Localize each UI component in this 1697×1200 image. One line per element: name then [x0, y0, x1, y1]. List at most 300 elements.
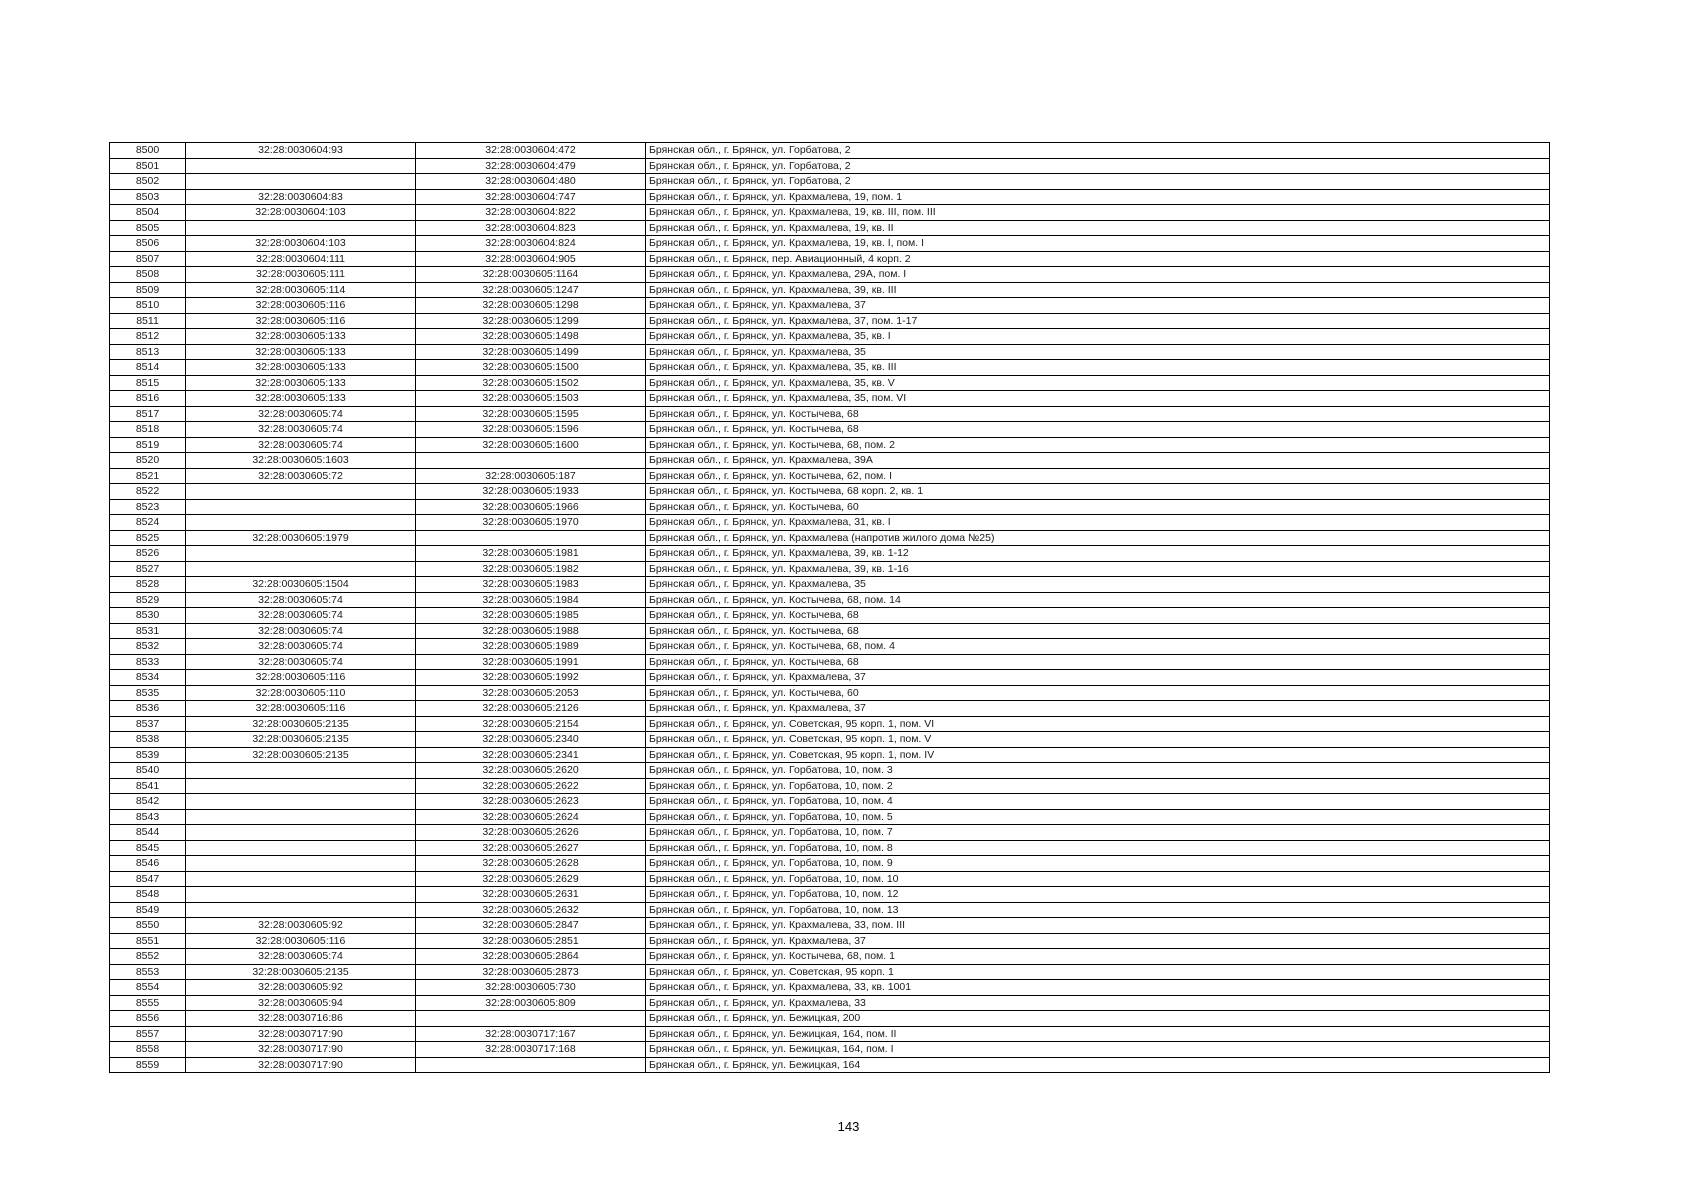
cadastral-number-cell: 32:28:0030605:1498 [416, 329, 646, 345]
table-row [110, 530, 1550, 546]
address-cell: Брянская обл., г. Брянск, ул. Костычева, 60 [646, 499, 1550, 515]
parent-cadastral-number-cell: 32:28:0030605:74 [186, 639, 416, 655]
parent-cadastral-number-cell: 32:28:0030717:90 [186, 1042, 416, 1058]
row-number-cell: 8545 [110, 840, 186, 856]
table-row [110, 313, 1550, 329]
table-row [110, 375, 1550, 391]
cadastral-number-cell: 32:28:0030605:1983 [416, 577, 646, 593]
cadastral-number-cell: 32:28:0030605:1500 [416, 360, 646, 376]
parent-cadastral-number-cell: 32:28:0030605:74 [186, 623, 416, 639]
parent-cadastral-number-cell [186, 546, 416, 562]
table-row [110, 561, 1550, 577]
cadastral-number-cell: 32:28:0030604:480 [416, 174, 646, 190]
cadastral-number-cell: 32:28:0030605:1981 [416, 546, 646, 562]
table-row [110, 980, 1550, 996]
address-cell: Брянская обл., г. Брянск, пер. Авиационный, 4 корп. 2 [646, 251, 1550, 267]
table-row [110, 344, 1550, 360]
parent-cadastral-number-cell: 32:28:0030604:103 [186, 205, 416, 221]
table-row [110, 360, 1550, 376]
address-cell: Брянская обл., г. Брянск, ул. Горбатова, 2 [646, 174, 1550, 190]
table-row [110, 840, 1550, 856]
table-row [110, 1026, 1550, 1042]
address-cell: Брянская обл., г. Брянск, ул. Костычева, 68, пом. 2 [646, 437, 1550, 453]
parent-cadastral-number-cell: 32:28:0030605:74 [186, 437, 416, 453]
cadastral-number-cell: 32:28:0030605:2851 [416, 933, 646, 949]
address-cell: Брянская обл., г. Брянск, ул. Крахмалева, 19, кв. I, пом. I [646, 236, 1550, 252]
parent-cadastral-number-cell [186, 515, 416, 531]
parent-cadastral-number-cell: 32:28:0030605:133 [186, 329, 416, 345]
cadastral-number-cell: 32:28:0030717:167 [416, 1026, 646, 1042]
address-cell: Брянская обл., г. Брянск, ул. Советская, 95 корп. 1, пом. VI [646, 716, 1550, 732]
cadastral-number-cell: 32:28:0030605:1988 [416, 623, 646, 639]
cadastral-number-cell: 32:28:0030605:2126 [416, 701, 646, 717]
cadastral-number-cell: 32:28:0030605:1503 [416, 391, 646, 407]
table-row [110, 887, 1550, 903]
table-row [110, 856, 1550, 872]
table-row [110, 236, 1550, 252]
address-cell: Брянская обл., г. Брянск, ул. Костычева, 68 [646, 406, 1550, 422]
table-row [110, 1057, 1550, 1073]
row-number-cell: 8542 [110, 794, 186, 810]
address-cell: Брянская обл., г. Брянск, ул. Советская, 95 корп. 1, пом. V [646, 732, 1550, 748]
cadastral-number-cell: 32:28:0030605:1984 [416, 592, 646, 608]
parent-cadastral-number-cell: 32:28:0030605:2135 [186, 732, 416, 748]
parent-cadastral-number-cell: 32:28:0030605:92 [186, 980, 416, 996]
row-number-cell: 8547 [110, 871, 186, 887]
address-cell: Брянская обл., г. Брянск, ул. Крахмалева, 39, кв. III [646, 282, 1550, 298]
row-number-cell: 8534 [110, 670, 186, 686]
row-number-cell: 8502 [110, 174, 186, 190]
page-number: 143 [837, 1119, 860, 1134]
address-cell: Брянская обл., г. Брянск, ул. Крахмалева, 33, кв. 1001 [646, 980, 1550, 996]
row-number-cell: 8501 [110, 158, 186, 174]
table-body [110, 143, 1550, 1073]
row-number-cell: 8540 [110, 763, 186, 779]
address-cell: Брянская обл., г. Брянск, ул. Крахмалева, 37 [646, 670, 1550, 686]
address-cell: Брянская обл., г. Брянск, ул. Крахмалева, 37, пом. 1-17 [646, 313, 1550, 329]
table-row [110, 484, 1550, 500]
table-row [110, 468, 1550, 484]
table-row [110, 189, 1550, 205]
row-number-cell: 8536 [110, 701, 186, 717]
row-number-cell: 8517 [110, 406, 186, 422]
row-number-cell: 8548 [110, 887, 186, 903]
cadastral-number-cell: 32:28:0030605:2627 [416, 840, 646, 856]
address-cell: Брянская обл., г. Брянск, ул. Крахмалева (напротив жилого дома №25) [646, 530, 1550, 546]
row-number-cell: 8513 [110, 344, 186, 360]
parent-cadastral-number-cell: 32:28:0030605:133 [186, 391, 416, 407]
row-number-cell: 8511 [110, 313, 186, 329]
table-row [110, 205, 1550, 221]
cadastral-number-cell: 32:28:0030605:1992 [416, 670, 646, 686]
parent-cadastral-number-cell: 32:28:0030605:92 [186, 918, 416, 934]
row-number-cell: 8555 [110, 995, 186, 1011]
address-cell: Брянская обл., г. Брянск, ул. Крахмалева, 33, пом. III [646, 918, 1550, 934]
parent-cadastral-number-cell: 32:28:0030605:94 [186, 995, 416, 1011]
cadastral-number-cell: 32:28:0030605:1966 [416, 499, 646, 515]
parent-cadastral-number-cell [186, 825, 416, 841]
table-row [110, 592, 1550, 608]
parent-cadastral-number-cell [186, 499, 416, 515]
parent-cadastral-number-cell: 32:28:0030605:116 [186, 670, 416, 686]
row-number-cell: 8553 [110, 964, 186, 980]
address-cell: Брянская обл., г. Брянск, ул. Костычева, 68 [646, 654, 1550, 670]
row-number-cell: 8539 [110, 747, 186, 763]
parent-cadastral-number-cell: 32:28:0030605:74 [186, 654, 416, 670]
table-row [110, 1011, 1550, 1027]
table-row [110, 515, 1550, 531]
address-cell: Брянская обл., г. Брянск, ул. Крахмалева, 19, кв. II [646, 220, 1550, 236]
address-cell: Брянская обл., г. Брянск, ул. Костычева, 68 [646, 608, 1550, 624]
table-row [110, 871, 1550, 887]
cadastral-number-cell: 32:28:0030605:2053 [416, 685, 646, 701]
cadastral-number-cell [416, 1011, 646, 1027]
table-row [110, 685, 1550, 701]
parent-cadastral-number-cell: 32:28:0030605:116 [186, 313, 416, 329]
parent-cadastral-number-cell [186, 902, 416, 918]
parent-cadastral-number-cell: 32:28:0030605:74 [186, 406, 416, 422]
address-cell: Брянская обл., г. Брянск, ул. Костычева, 62, пом. I [646, 468, 1550, 484]
cadastral-number-cell: 32:28:0030604:747 [416, 189, 646, 205]
row-number-cell: 8503 [110, 189, 186, 205]
cadastral-number-cell: 32:28:0030605:2626 [416, 825, 646, 841]
table-row [110, 794, 1550, 810]
parent-cadastral-number-cell: 32:28:0030604:103 [186, 236, 416, 252]
row-number-cell: 8541 [110, 778, 186, 794]
row-number-cell: 8510 [110, 298, 186, 314]
table-row [110, 670, 1550, 686]
address-cell: Брянская обл., г. Брянск, ул. Крахмалева, 37 [646, 701, 1550, 717]
row-number-cell: 8554 [110, 980, 186, 996]
row-number-cell: 8544 [110, 825, 186, 841]
table-row [110, 763, 1550, 779]
address-cell: Брянская обл., г. Брянск, ул. Крахмалева, 35, кв. III [646, 360, 1550, 376]
row-number-cell: 8515 [110, 375, 186, 391]
row-number-cell: 8549 [110, 902, 186, 918]
table-row [110, 639, 1550, 655]
table-row [110, 918, 1550, 934]
address-cell: Брянская обл., г. Брянск, ул. Горбатова, 10, пом. 13 [646, 902, 1550, 918]
cadastral-number-cell: 32:28:0030605:2864 [416, 949, 646, 965]
parent-cadastral-number-cell: 32:28:0030605:133 [186, 344, 416, 360]
row-number-cell: 8550 [110, 918, 186, 934]
address-cell: Брянская обл., г. Брянск, ул. Крахмалева, 35 [646, 344, 1550, 360]
cadastral-number-cell: 32:28:0030605:2622 [416, 778, 646, 794]
parent-cadastral-number-cell [186, 871, 416, 887]
row-number-cell: 8529 [110, 592, 186, 608]
row-number-cell: 8538 [110, 732, 186, 748]
address-cell: Брянская обл., г. Брянск, ул. Бежицкая, 164, пом. I [646, 1042, 1550, 1058]
cadastral-number-cell: 32:28:0030605:2873 [416, 964, 646, 980]
table-row [110, 298, 1550, 314]
cadastral-number-cell: 32:28:0030605:2628 [416, 856, 646, 872]
parent-cadastral-number-cell: 32:28:0030605:116 [186, 298, 416, 314]
row-number-cell: 8507 [110, 251, 186, 267]
cadastral-number-cell: 32:28:0030605:187 [416, 468, 646, 484]
parent-cadastral-number-cell [186, 561, 416, 577]
row-number-cell: 8546 [110, 856, 186, 872]
table-row [110, 220, 1550, 236]
address-cell: Брянская обл., г. Брянск, ул. Крахмалева, 39, кв. 1-12 [646, 546, 1550, 562]
cadastral-number-cell: 32:28:0030605:1596 [416, 422, 646, 438]
table-row [110, 329, 1550, 345]
row-number-cell: 8521 [110, 468, 186, 484]
cadastral-number-cell: 32:28:0030605:1933 [416, 484, 646, 500]
parent-cadastral-number-cell [186, 809, 416, 825]
row-number-cell: 8559 [110, 1057, 186, 1073]
parent-cadastral-number-cell [186, 840, 416, 856]
row-number-cell: 8537 [110, 716, 186, 732]
parent-cadastral-number-cell: 32:28:0030605:110 [186, 685, 416, 701]
cadastral-number-cell: 32:28:0030605:730 [416, 980, 646, 996]
cadastral-number-cell: 32:28:0030605:1299 [416, 313, 646, 329]
address-cell: Брянская обл., г. Брянск, ул. Горбатова, 10, пом. 9 [646, 856, 1550, 872]
cadastral-number-cell: 32:28:0030605:1991 [416, 654, 646, 670]
cadastral-number-cell: 32:28:0030605:2631 [416, 887, 646, 903]
row-number-cell: 8512 [110, 329, 186, 345]
address-cell: Брянская обл., г. Брянск, ул. Крахмалева, 35 [646, 577, 1550, 593]
parent-cadastral-number-cell: 32:28:0030605:1603 [186, 453, 416, 469]
parent-cadastral-number-cell: 32:28:0030716:86 [186, 1011, 416, 1027]
address-cell: Брянская обл., г. Брянск, ул. Крахмалева, 29А, пом. I [646, 267, 1550, 283]
address-cell: Брянская обл., г. Брянск, ул. Крахмалева, 31, кв. I [646, 515, 1550, 531]
row-number-cell: 8518 [110, 422, 186, 438]
address-cell: Брянская обл., г. Брянск, ул. Горбатова, 10, пом. 12 [646, 887, 1550, 903]
cadastral-table [109, 142, 1550, 1073]
address-cell: Брянская обл., г. Брянск, ул. Горбатова, 10, пом. 4 [646, 794, 1550, 810]
row-number-cell: 8532 [110, 639, 186, 655]
address-cell: Брянская обл., г. Брянск, ул. Крахмалева, 35, кв. I [646, 329, 1550, 345]
table-row [110, 809, 1550, 825]
address-cell: Брянская обл., г. Брянск, ул. Крахмалева, 37 [646, 933, 1550, 949]
address-cell: Брянская обл., г. Брянск, ул. Крахмалева, 33 [646, 995, 1550, 1011]
cadastral-number-cell: 32:28:0030605:2623 [416, 794, 646, 810]
row-number-cell: 8524 [110, 515, 186, 531]
row-number-cell: 8556 [110, 1011, 186, 1027]
table-row [110, 143, 1550, 159]
address-cell: Брянская обл., г. Брянск, ул. Горбатова, 10, пом. 3 [646, 763, 1550, 779]
address-cell: Брянская обл., г. Брянск, ул. Костычева, 68, пом. 1 [646, 949, 1550, 965]
table-row [110, 716, 1550, 732]
cadastral-number-cell: 32:28:0030604:479 [416, 158, 646, 174]
parent-cadastral-number-cell: 32:28:0030604:111 [186, 251, 416, 267]
cadastral-number-cell: 32:28:0030605:1600 [416, 437, 646, 453]
cadastral-number-cell: 32:28:0030605:2340 [416, 732, 646, 748]
address-cell: Брянская обл., г. Брянск, ул. Бежицкая, 164, пом. II [646, 1026, 1550, 1042]
table-row [110, 267, 1550, 283]
address-cell: Брянская обл., г. Брянск, ул. Крахмалева, 19, кв. III, пом. III [646, 205, 1550, 221]
cadastral-number-cell: 32:28:0030605:2620 [416, 763, 646, 779]
cadastral-number-cell: 32:28:0030605:1989 [416, 639, 646, 655]
row-number-cell: 8558 [110, 1042, 186, 1058]
table-row [110, 158, 1550, 174]
parent-cadastral-number-cell: 32:28:0030605:114 [186, 282, 416, 298]
parent-cadastral-number-cell [186, 763, 416, 779]
cadastral-number-cell: 32:28:0030605:1970 [416, 515, 646, 531]
cadastral-number-cell: 32:28:0030605:1982 [416, 561, 646, 577]
cadastral-number-cell: 32:28:0030605:2341 [416, 747, 646, 763]
row-number-cell: 8516 [110, 391, 186, 407]
cadastral-number-cell: 32:28:0030605:1499 [416, 344, 646, 360]
parent-cadastral-number-cell: 32:28:0030717:90 [186, 1026, 416, 1042]
row-number-cell: 8506 [110, 236, 186, 252]
table-row [110, 437, 1550, 453]
address-cell: Брянская обл., г. Брянск, ул. Костычева, 60 [646, 685, 1550, 701]
row-number-cell: 8514 [110, 360, 186, 376]
cadastral-number-cell: 32:28:0030605:1595 [416, 406, 646, 422]
address-cell: Брянская обл., г. Брянск, ул. Горбатова, 10, пом. 2 [646, 778, 1550, 794]
parent-cadastral-number-cell: 32:28:0030605:72 [186, 468, 416, 484]
row-number-cell: 8552 [110, 949, 186, 965]
row-number-cell: 8527 [110, 561, 186, 577]
parent-cadastral-number-cell: 32:28:0030604:93 [186, 143, 416, 159]
address-cell: Брянская обл., г. Брянск, ул. Советская, 95 корп. 1, пом. IV [646, 747, 1550, 763]
cadastral-number-cell: 32:28:0030605:2847 [416, 918, 646, 934]
table-row [110, 1042, 1550, 1058]
parent-cadastral-number-cell: 32:28:0030605:111 [186, 267, 416, 283]
parent-cadastral-number-cell: 32:28:0030605:116 [186, 701, 416, 717]
row-number-cell: 8526 [110, 546, 186, 562]
parent-cadastral-number-cell [186, 856, 416, 872]
row-number-cell: 8551 [110, 933, 186, 949]
table-row [110, 995, 1550, 1011]
cadastral-number-cell: 32:28:0030717:168 [416, 1042, 646, 1058]
parent-cadastral-number-cell [186, 794, 416, 810]
row-number-cell: 8557 [110, 1026, 186, 1042]
address-cell: Брянская обл., г. Брянск, ул. Костычева, 68, пом. 14 [646, 592, 1550, 608]
row-number-cell: 8531 [110, 623, 186, 639]
table-row [110, 747, 1550, 763]
row-number-cell: 8530 [110, 608, 186, 624]
cadastral-number-cell [416, 1057, 646, 1073]
row-number-cell: 8520 [110, 453, 186, 469]
table-row [110, 654, 1550, 670]
address-cell: Брянская обл., г. Брянск, ул. Крахмалева, 19, пом. 1 [646, 189, 1550, 205]
cadastral-number-cell [416, 530, 646, 546]
table-row [110, 453, 1550, 469]
row-number-cell: 8504 [110, 205, 186, 221]
parent-cadastral-number-cell: 32:28:0030605:116 [186, 933, 416, 949]
cadastral-number-cell: 32:28:0030605:2624 [416, 809, 646, 825]
parent-cadastral-number-cell: 32:28:0030605:2135 [186, 716, 416, 732]
address-cell: Брянская обл., г. Брянск, ул. Крахмалева, 37 [646, 298, 1550, 314]
cadastral-number-cell: 32:28:0030605:2629 [416, 871, 646, 887]
table-row [110, 251, 1550, 267]
cadastral-number-cell: 32:28:0030605:1247 [416, 282, 646, 298]
table-row [110, 933, 1550, 949]
row-number-cell: 8500 [110, 143, 186, 159]
parent-cadastral-number-cell: 32:28:0030605:2135 [186, 747, 416, 763]
table-row [110, 406, 1550, 422]
parent-cadastral-number-cell: 32:28:0030605:133 [186, 375, 416, 391]
parent-cadastral-number-cell: 32:28:0030604:83 [186, 189, 416, 205]
cadastral-number-cell: 32:28:0030604:905 [416, 251, 646, 267]
table-row [110, 174, 1550, 190]
table-row [110, 608, 1550, 624]
row-number-cell: 8533 [110, 654, 186, 670]
cadastral-number-cell [416, 453, 646, 469]
parent-cadastral-number-cell: 32:28:0030717:90 [186, 1057, 416, 1073]
table-row [110, 964, 1550, 980]
parent-cadastral-number-cell [186, 484, 416, 500]
cadastral-number-cell: 32:28:0030605:1164 [416, 267, 646, 283]
table-row [110, 422, 1550, 438]
table-row [110, 282, 1550, 298]
row-number-cell: 8528 [110, 577, 186, 593]
address-cell: Брянская обл., г. Брянск, ул. Бежицкая, 164 [646, 1057, 1550, 1073]
parent-cadastral-number-cell [186, 220, 416, 236]
cadastral-number-cell: 32:28:0030604:472 [416, 143, 646, 159]
cadastral-number-cell: 32:28:0030605:1502 [416, 375, 646, 391]
parent-cadastral-number-cell: 32:28:0030605:1979 [186, 530, 416, 546]
cadastral-number-cell: 32:28:0030605:809 [416, 995, 646, 1011]
address-cell: Брянская обл., г. Брянск, ул. Костычева, 68 [646, 623, 1550, 639]
address-cell: Брянская обл., г. Брянск, ул. Горбатова, 10, пом. 5 [646, 809, 1550, 825]
table-row [110, 546, 1550, 562]
row-number-cell: 8522 [110, 484, 186, 500]
row-number-cell: 8543 [110, 809, 186, 825]
row-number-cell: 8519 [110, 437, 186, 453]
table-row [110, 732, 1550, 748]
address-cell: Брянская обл., г. Брянск, ул. Горбатова, 2 [646, 143, 1550, 159]
cadastral-number-cell: 32:28:0030604:823 [416, 220, 646, 236]
table-row [110, 499, 1550, 515]
table-row [110, 778, 1550, 794]
cadastral-number-cell: 32:28:0030605:1298 [416, 298, 646, 314]
row-number-cell: 8509 [110, 282, 186, 298]
row-number-cell: 8535 [110, 685, 186, 701]
table-row [110, 701, 1550, 717]
parent-cadastral-number-cell: 32:28:0030605:74 [186, 949, 416, 965]
parent-cadastral-number-cell: 32:28:0030605:1504 [186, 577, 416, 593]
row-number-cell: 8508 [110, 267, 186, 283]
cadastral-number-cell: 32:28:0030604:822 [416, 205, 646, 221]
cadastral-number-cell: 32:28:0030605:2632 [416, 902, 646, 918]
cadastral-number-cell: 32:28:0030605:2154 [416, 716, 646, 732]
parent-cadastral-number-cell: 32:28:0030605:74 [186, 608, 416, 624]
table-row [110, 577, 1550, 593]
address-cell: Брянская обл., г. Брянск, ул. Костычева, 68 [646, 422, 1550, 438]
parent-cadastral-number-cell [186, 158, 416, 174]
parent-cadastral-number-cell: 32:28:0030605:2135 [186, 964, 416, 980]
address-cell: Брянская обл., г. Брянск, ул. Крахмалева, 35, пом. VI [646, 391, 1550, 407]
address-cell: Брянская обл., г. Брянск, ул. Крахмалева, 39, кв. 1-16 [646, 561, 1550, 577]
address-cell: Брянская обл., г. Брянск, ул. Костычева, 68, пом. 4 [646, 639, 1550, 655]
parent-cadastral-number-cell: 32:28:0030605:74 [186, 592, 416, 608]
address-cell: Брянская обл., г. Брянск, ул. Крахмалева, 39А [646, 453, 1550, 469]
cadastral-number-cell: 32:28:0030605:1985 [416, 608, 646, 624]
address-cell: Брянская обл., г. Брянск, ул. Костычева, 68 корп. 2, кв. 1 [646, 484, 1550, 500]
address-cell: Брянская обл., г. Брянск, ул. Советская, 95 корп. 1 [646, 964, 1550, 980]
parent-cadastral-number-cell: 32:28:0030605:133 [186, 360, 416, 376]
address-cell: Брянская обл., г. Брянск, ул. Горбатова, 10, пом. 10 [646, 871, 1550, 887]
row-number-cell: 8505 [110, 220, 186, 236]
table-row [110, 391, 1550, 407]
table-row [110, 623, 1550, 639]
row-number-cell: 8525 [110, 530, 186, 546]
parent-cadastral-number-cell: 32:28:0030605:74 [186, 422, 416, 438]
table-row [110, 902, 1550, 918]
table-row [110, 949, 1550, 965]
cadastral-number-cell: 32:28:0030604:824 [416, 236, 646, 252]
address-cell: Брянская обл., г. Брянск, ул. Горбатова, 10, пом. 8 [646, 840, 1550, 856]
parent-cadastral-number-cell [186, 887, 416, 903]
parent-cadastral-number-cell [186, 778, 416, 794]
address-cell: Брянская обл., г. Брянск, ул. Бежицкая, 200 [646, 1011, 1550, 1027]
parent-cadastral-number-cell [186, 174, 416, 190]
table-row [110, 825, 1550, 841]
address-cell: Брянская обл., г. Брянск, ул. Горбатова, 2 [646, 158, 1550, 174]
